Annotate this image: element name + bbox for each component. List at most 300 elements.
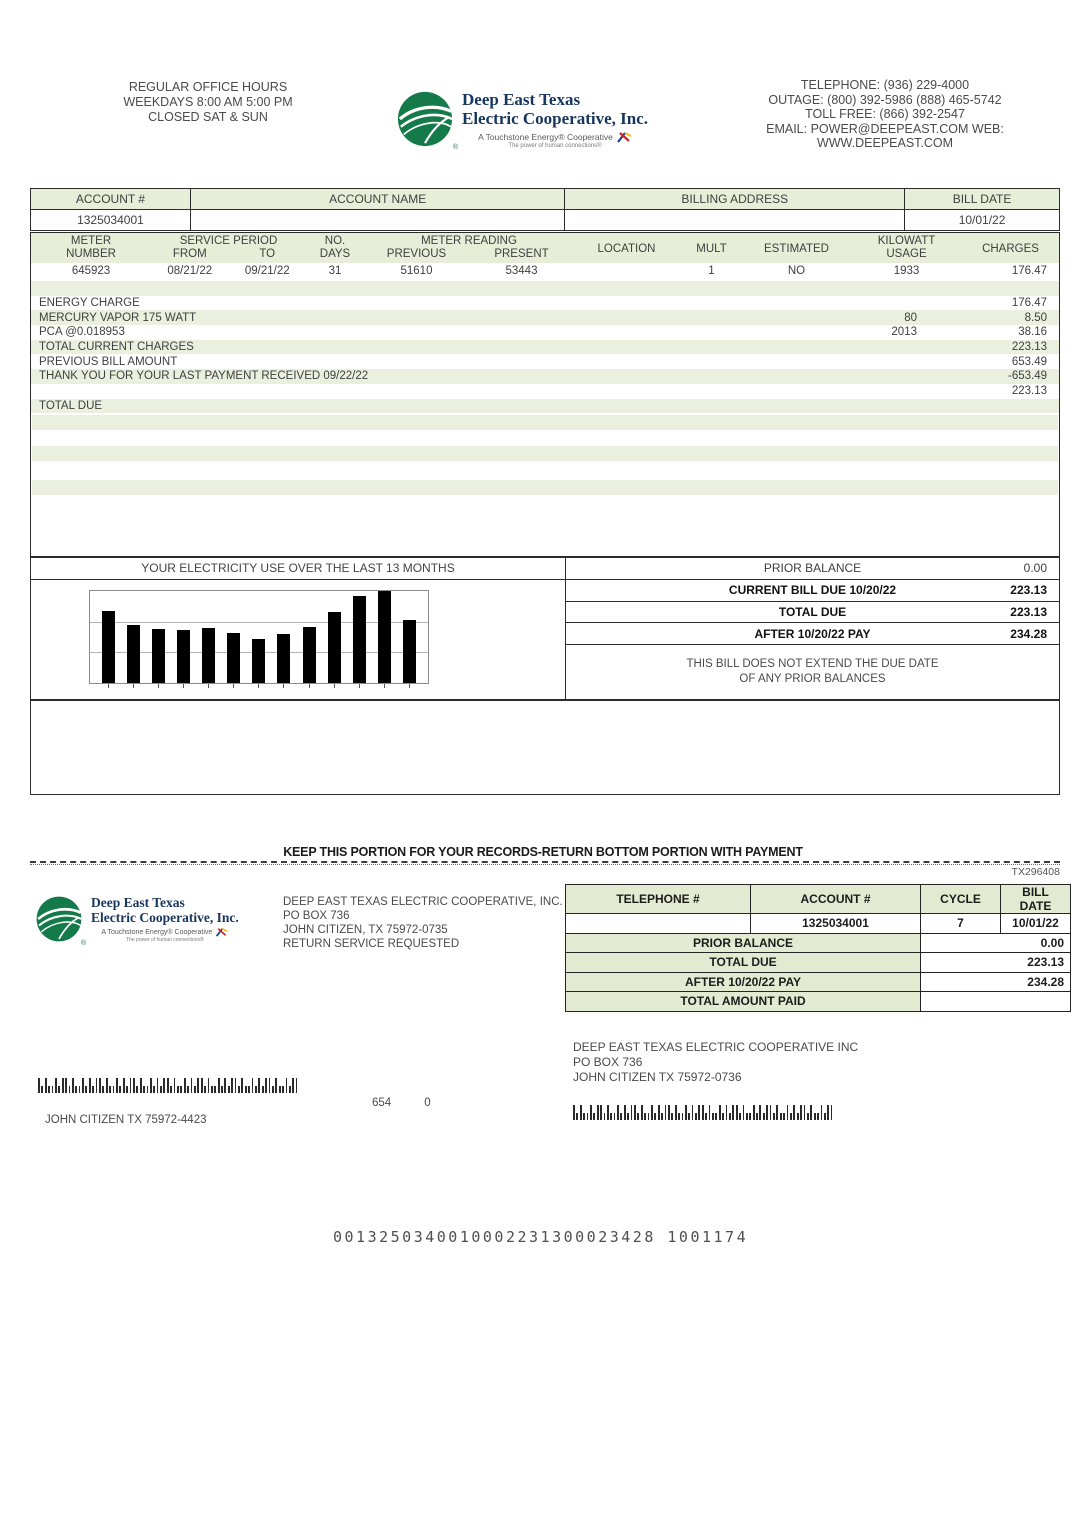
mailing-address (283, 895, 563, 951)
barcode-bar (804, 1105, 806, 1120)
barcode-bar (126, 1086, 128, 1093)
barcode-bar (116, 1078, 118, 1093)
bill-date-header: BILL DATE (1001, 885, 1071, 914)
empty-stripe (32, 480, 1058, 495)
barcode-bar (719, 1105, 721, 1120)
account-number-header: ACCOUNT # (31, 189, 191, 210)
barcode-bar (624, 1105, 626, 1120)
barcode-bar (715, 1113, 717, 1120)
barcode-bar (167, 1078, 169, 1093)
barcode-bar (780, 1113, 782, 1120)
barcode-bar (702, 1105, 704, 1120)
barcode-bar (296, 1078, 298, 1093)
logo-name-line2: Electric Cooperative, Inc. (91, 910, 239, 925)
barcode-bar (153, 1086, 155, 1093)
charge-label: MERCURY VAPOR 175 WATT (39, 311, 197, 324)
touchstone-energy-icon (616, 131, 632, 143)
logo-name-line1: Deep East Texas (462, 90, 581, 109)
charge-row (31, 399, 1059, 414)
charge-row (31, 325, 1059, 340)
stub-row-label: TOTAL DUE (566, 953, 921, 973)
tagline-text: A Touchstone Energy® Cooperative (478, 132, 613, 142)
office-hours-line: REGULAR OFFICE HOURS (128, 80, 288, 94)
x-tick (258, 684, 259, 688)
barcode-bar (170, 1086, 172, 1093)
tagline-text: A Touchstone Energy® Cooperative (101, 928, 213, 936)
barcode-bar (746, 1113, 748, 1120)
empty-message-box (30, 700, 1060, 795)
account-table-header-row (31, 189, 1060, 210)
barcode-bar (732, 1105, 734, 1120)
stub-row (566, 992, 1071, 1012)
location (574, 265, 679, 281)
barcode-bar (671, 1113, 673, 1120)
header-line: DAYS (319, 247, 351, 260)
barcode-bar (583, 1113, 585, 1120)
bill-date-value: 10/01/22 (1001, 914, 1071, 934)
kilowatt-usage: 1933 (893, 265, 920, 277)
charges-section (30, 232, 1060, 557)
barcode-bar (113, 1086, 115, 1093)
barcode-bar (573, 1105, 575, 1120)
barcode-bar (289, 1086, 291, 1093)
x-tick (384, 684, 385, 688)
charge-amount: 38.16 (1018, 326, 1047, 339)
barcode-bar (163, 1078, 165, 1093)
barcode-bar (597, 1105, 599, 1120)
barcode-bar (65, 1078, 67, 1093)
stub-header-row (566, 885, 1071, 914)
barcode-bar (824, 1113, 826, 1120)
barcode-bar (695, 1113, 697, 1120)
balance-rows (566, 558, 1059, 645)
barcode-bar (620, 1113, 622, 1120)
usage-chart (89, 590, 429, 684)
no-days: 31 (328, 265, 342, 277)
office-hours (83, 80, 333, 125)
bill-date-header: BILL DATE (905, 189, 1060, 210)
barcode-bar (201, 1078, 203, 1093)
barcode-bar (810, 1105, 812, 1120)
usage-bar (277, 634, 290, 683)
usage-bar (252, 639, 265, 683)
account-table (30, 188, 1060, 231)
charge-row (31, 384, 1059, 399)
office-hours-line: CLOSED SAT & SUN (148, 110, 268, 124)
barcode-bar (705, 1113, 707, 1120)
barcode-bar (631, 1105, 633, 1120)
barcode-bar (218, 1078, 220, 1093)
barcode-bar (634, 1105, 636, 1120)
x-tick (158, 684, 159, 688)
x-tick (108, 684, 109, 688)
barcode-bar (75, 1086, 77, 1093)
barcode-bar (600, 1105, 602, 1120)
barcode-bar (45, 1078, 47, 1093)
meter-reading-header: METER READING PREVIOUS PRESENT (386, 235, 549, 260)
barcode-bar (800, 1105, 802, 1120)
postnet-barcode-left (38, 1078, 297, 1093)
charge-label: PREVIOUS BILL AMOUNT (39, 355, 178, 368)
billing-address-value (565, 210, 905, 231)
logo-tagline2: The power of human connections® (508, 143, 602, 149)
reading-present: 53443 (505, 265, 538, 277)
barcode-bar (174, 1078, 176, 1093)
header-line: KILOWATT (877, 235, 936, 247)
barcode-bar (85, 1086, 87, 1093)
header-line: NO. (324, 235, 346, 247)
barcode-bar (648, 1113, 650, 1120)
barcode-bar (651, 1105, 653, 1120)
barcode-bar (265, 1078, 267, 1093)
barcode-bar (143, 1086, 145, 1093)
account-number-value: 1325034001 (31, 210, 191, 231)
barcode-bar (593, 1113, 595, 1120)
barcode-bar (743, 1105, 745, 1120)
x-tick (133, 684, 134, 688)
usage-bar (403, 620, 416, 683)
barcode-bar (204, 1086, 206, 1093)
barcode-bar (119, 1086, 121, 1093)
office-hours-line: WEEKDAYS 8:00 AM 5:00 PM (123, 95, 293, 109)
barcode-bar (55, 1078, 57, 1093)
barcode-bar (180, 1086, 182, 1093)
registered-mark: ® (452, 144, 458, 151)
barcode-bar (136, 1086, 138, 1093)
contact-line: EMAIL: POWER@DEEPEAST.COM WEB: (766, 121, 1004, 136)
barcode-bar (133, 1078, 135, 1093)
barcode-bar (62, 1078, 64, 1093)
cycle-header: CYCLE (921, 885, 1001, 914)
customer-address-line: JOHN CITIZEN TX 75972-4423 (45, 1114, 207, 1126)
header-line: USAGE (886, 247, 927, 260)
stub-row (566, 953, 1071, 973)
touchstone-energy-icon (215, 927, 228, 937)
barcode-bar (763, 1113, 765, 1120)
barcode-bar (821, 1105, 823, 1120)
barcode-bar (644, 1113, 646, 1120)
remit-address-line: JOHN CITIZEN TX 75972-0736 (573, 1070, 742, 1084)
barcode-bar (614, 1113, 616, 1120)
barcode-bar (102, 1086, 104, 1093)
no-days-header (306, 235, 364, 263)
stub-row-value: 234.28 (921, 972, 1071, 992)
barcode-bar (685, 1105, 687, 1120)
barcode-bar (106, 1078, 108, 1093)
barcode-bar (770, 1105, 772, 1120)
usage-bar (202, 628, 215, 683)
x-tick (359, 684, 360, 688)
service-to: 09/21/22 (244, 265, 290, 277)
usage-bar (303, 627, 316, 683)
balance-row (566, 602, 1059, 624)
balance-summary (566, 558, 1059, 699)
estimated-header: ESTIMATED (764, 242, 829, 255)
remit-address-line: DEEP EAST TEXAS ELECTRIC COOPERATIVE INC (573, 1040, 859, 1054)
charge-amount: 176.47 (1011, 297, 1047, 310)
charge-row (31, 369, 1059, 384)
billing-address-header: BILLING ADDRESS (565, 189, 905, 210)
barcode-bar (187, 1086, 189, 1093)
barcode-bar (814, 1113, 816, 1120)
empty-stripe (32, 415, 1058, 430)
usage-bar (353, 596, 366, 683)
logo-tagline2: The power of human connections® (126, 937, 204, 943)
x-tick (233, 684, 234, 688)
barcode-bar (773, 1113, 775, 1120)
logo-tagline (91, 927, 239, 937)
form-code: TX296408 (1011, 866, 1060, 878)
barcode-bar (241, 1078, 243, 1093)
charge-label: TOTAL DUE (39, 399, 103, 412)
x-tick (309, 684, 310, 688)
barcode-bar (712, 1113, 714, 1120)
barcode-bar (756, 1113, 758, 1120)
usage-chart-cell (31, 558, 566, 699)
stub-row (566, 933, 1071, 953)
barcode-bar (238, 1086, 240, 1093)
usage-balance-section (30, 557, 1060, 700)
mult: 1 (708, 265, 715, 277)
stub-row-value (921, 992, 1071, 1012)
barcode-bar (255, 1086, 257, 1093)
barcode-bar (130, 1078, 132, 1093)
barcode-bar (214, 1086, 216, 1093)
barcode-bar (831, 1105, 833, 1120)
barcode-bar (41, 1086, 43, 1093)
barcode-bar (665, 1105, 667, 1120)
charges-header: CHARGES (982, 242, 1039, 255)
service-from: 08/21/22 (167, 265, 213, 277)
barcode-bar (817, 1113, 819, 1120)
account-table-value-row (31, 210, 1060, 231)
barcode-bar (698, 1105, 700, 1120)
charge-amount: 223.13 (1011, 385, 1047, 398)
barcode-bar (99, 1078, 101, 1093)
barcode-bar (787, 1105, 789, 1120)
cycle-value: 7 (921, 914, 1001, 934)
mailing-address-line: RETURN SERVICE REQUESTED (283, 938, 460, 950)
balance-row (566, 558, 1059, 580)
barcode-bar (797, 1113, 799, 1120)
barcode-bar (827, 1105, 829, 1120)
stub-row-label: TOTAL AMOUNT PAID (566, 992, 921, 1012)
charge-amount: -653.49 (1007, 370, 1047, 383)
barcode-bar (157, 1078, 159, 1093)
balance-value: 234.28 (1010, 626, 1047, 641)
meter-charges: 176.47 (1011, 265, 1047, 277)
barcode-bar (675, 1105, 677, 1120)
balance-value: 223.13 (1010, 583, 1047, 598)
contact-line: TOLL FREE: (866) 392-2547 (805, 107, 965, 121)
meter-number-header (31, 235, 151, 263)
charge-row (31, 354, 1059, 369)
registered-mark: ® (80, 940, 86, 947)
barcode-bar (637, 1113, 639, 1120)
balance-label: PRIOR BALANCE (763, 561, 862, 576)
barcode-bar (140, 1078, 142, 1093)
barcode-bar (590, 1105, 592, 1120)
charge-usage: 80 (904, 311, 917, 324)
barcode-bar (749, 1113, 751, 1120)
estimated: NO (787, 265, 806, 277)
logo-name-line1: Deep East Texas (91, 895, 185, 910)
balance-row (566, 623, 1059, 645)
barcode-bar (753, 1105, 755, 1120)
barcode-bar (252, 1078, 254, 1093)
remit-address-line: PO BOX 736 (573, 1055, 643, 1069)
sort-counters (372, 1097, 431, 1109)
charge-label: TOTAL CURRENT CHARGES (39, 341, 194, 354)
logo-tagline (462, 131, 648, 143)
charge-row (31, 310, 1059, 325)
balance-label: CURRENT BILL DUE 10/20/22 (728, 583, 897, 598)
barcode-bar (221, 1086, 223, 1093)
barcode-bar (123, 1078, 125, 1093)
bill-date-value: 10/01/22 (905, 210, 1060, 231)
barcode-bar (248, 1086, 250, 1093)
charge-usage: 2013 (891, 326, 917, 339)
chart-x-ticks (90, 684, 428, 688)
remit-address (573, 1040, 858, 1085)
usage-bar (378, 591, 391, 683)
service-period-header: SERVICE PERIOD FROM TO (172, 235, 278, 260)
divider-instruction: KEEP THIS PORTION FOR YOUR RECORDS-RETURN BOTTOM PORTION WITH PAYMENT (283, 845, 803, 859)
charge-label: ENERGY CHARGE (39, 297, 140, 310)
balance-row (566, 580, 1059, 602)
due-date-note-line: THIS BILL DOES NOT EXTEND THE DUE DATE (686, 658, 939, 671)
account-name-value (190, 210, 565, 231)
x-tick (409, 684, 410, 688)
contact-info (705, 78, 1065, 151)
barcode-bar (231, 1078, 233, 1093)
charge-amount: 653.49 (1011, 355, 1047, 368)
stub-row-label: PRIOR BALANCE (566, 933, 921, 953)
barcode-bar (641, 1105, 643, 1120)
barcode-bar (258, 1078, 260, 1093)
barcode-bar (96, 1078, 98, 1093)
reading-previous: 51610 (400, 265, 433, 277)
logo-globe-icon (35, 895, 86, 948)
stub-row-value: 0.00 (921, 933, 1071, 953)
barcode-bar (292, 1078, 294, 1093)
barcode-bar (576, 1113, 578, 1120)
postnet-barcode-right (573, 1105, 832, 1120)
stub-row-value: 223.13 (921, 953, 1071, 973)
balance-value: 223.13 (1010, 604, 1047, 619)
charge-row (31, 296, 1059, 311)
barcode-bar (736, 1105, 738, 1120)
charge-row (31, 340, 1059, 355)
telephone-header: TELEPHONE # (566, 885, 751, 914)
barcode-bar (692, 1105, 694, 1120)
chart-title: YOUR ELECTRICITY USE OVER THE LAST 13 MONTHS (31, 558, 565, 580)
barcode-bar (82, 1078, 84, 1093)
barcode-bar (604, 1113, 606, 1120)
charge-label: THANK YOU FOR YOUR LAST PAYMENT RECEIVED 09/22/22 (39, 370, 369, 383)
company-logo-stub (35, 895, 239, 948)
mailing-address-line: DEEP EAST TEXAS ELECTRIC COOPERATIVE, INC. (283, 896, 563, 908)
barcode-bar (150, 1078, 152, 1093)
charge-amount: 223.13 (1011, 341, 1047, 354)
balance-label: TOTAL DUE (778, 604, 847, 619)
barcode-bar (79, 1086, 81, 1093)
charge-row (31, 281, 1059, 296)
meter-table-header (31, 233, 1059, 263)
barcode-bar (580, 1105, 582, 1120)
barcode-bar (654, 1113, 656, 1120)
barcode-bar (48, 1086, 50, 1093)
barcode-bar (38, 1078, 40, 1093)
due-date-note (566, 645, 1059, 699)
barcode-bar (759, 1105, 761, 1120)
barcode-bar (275, 1078, 277, 1093)
barcode-bar (587, 1113, 589, 1120)
charge-label: PCA @0.018953 (39, 326, 125, 339)
barcode-bar (783, 1113, 785, 1120)
barcode-bar (678, 1113, 680, 1120)
mult-header: MULT (696, 242, 727, 255)
account-number-value: 1325034001 (751, 914, 921, 934)
barcode-bar (72, 1078, 74, 1093)
account-number-header: ACCOUNT # (751, 885, 921, 914)
x-tick (183, 684, 184, 688)
barcode-bar (617, 1105, 619, 1120)
barcode-bar (245, 1086, 247, 1093)
barcode-bar (658, 1105, 660, 1120)
barcode-bar (627, 1113, 629, 1120)
kilowatt-usage-header (849, 235, 964, 263)
barcode-bar (722, 1113, 724, 1120)
barcode-bar (208, 1078, 210, 1093)
barcode-bar (109, 1086, 111, 1093)
contact-line: TELEPHONE: (936) 229-4000 (800, 78, 970, 92)
contact-line: WWW.DEEPEAST.COM (816, 136, 954, 150)
barcode-bar (52, 1086, 54, 1093)
logo-name-line2: Electric Cooperative, Inc. (462, 109, 648, 128)
balance-label: AFTER 10/20/22 PAY (754, 626, 871, 641)
balance-value: 0.00 (1023, 561, 1047, 576)
barcode-bar (607, 1105, 609, 1120)
usage-bar (227, 633, 240, 683)
counter-right: 0 (424, 1097, 431, 1109)
barcode-bar (177, 1086, 179, 1093)
usage-bar (328, 612, 341, 683)
mailing-address-line: PO BOX 736 (283, 910, 350, 922)
barcode-bar (682, 1113, 684, 1120)
barcode-bar (235, 1078, 237, 1093)
barcode-bar (147, 1086, 149, 1093)
stub-table (565, 884, 1071, 1012)
counter-left: 654 (372, 1097, 392, 1109)
barcode-bar (191, 1078, 193, 1093)
meter-data-row (31, 265, 1059, 281)
company-logo (396, 90, 648, 153)
charge-amount: 8.50 (1024, 311, 1047, 324)
barcode-bar (69, 1086, 71, 1093)
barcode-bar (807, 1113, 809, 1120)
x-tick (334, 684, 335, 688)
barcode-bar (197, 1078, 199, 1093)
barcode-bar (184, 1078, 186, 1093)
barcode-bar (92, 1086, 94, 1093)
barcode-bar (58, 1086, 60, 1093)
barcode-bar (661, 1113, 663, 1120)
barcode-bar (668, 1105, 670, 1120)
meter-number: 645923 (71, 265, 111, 277)
barcode-bar (286, 1078, 288, 1093)
header-line: METER (70, 235, 112, 247)
